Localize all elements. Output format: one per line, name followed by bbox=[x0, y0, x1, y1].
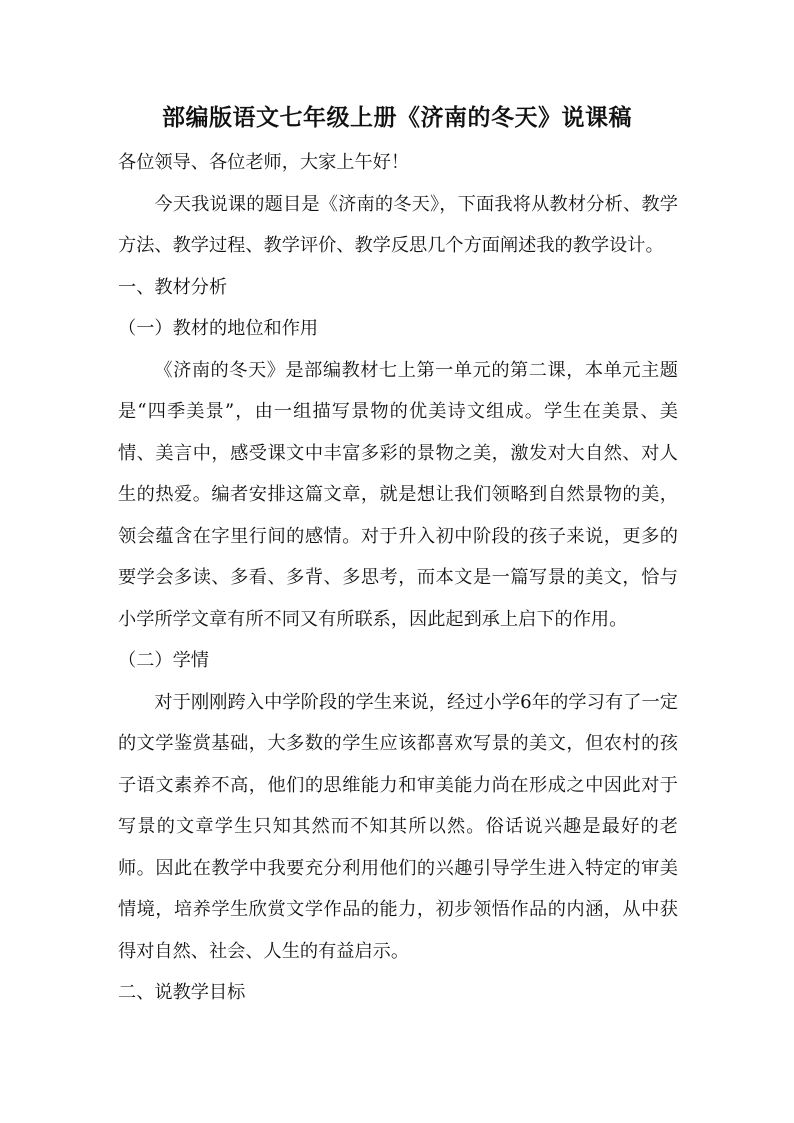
greeting-paragraph: 各位领导、各位老师，大家上午好！ bbox=[118, 152, 410, 173]
subsection-heading-student-situation: （二）学情 bbox=[118, 650, 209, 671]
intro-paragraph: 今天我说课的题目是《济南的冬天》，下面我将从教材分析、教学方法、教学过程、教学评价、教学反思几个方面阐述我的教学设计。 bbox=[118, 193, 678, 256]
section-heading-textbook-analysis: 一、教材分析 bbox=[118, 276, 228, 298]
section-heading-teaching-goals: 二、说教学目标 bbox=[118, 982, 246, 1003]
status-role-paragraph: 《济南的冬天》是部编教材七上第一单元的第二课，本单元主题是“四季美景”，由一组描写景物的优美诗文组成。学生在美景、美情、美言中，感受课文中丰富多彩的景物之美，激发对大自然、对人生的热爱。编者安排这篇文章，就是想让我们领略到自然景物的美，领会蕴含在字里行间的感情。对于升入初中阶段的孩子来说，更多的要学会多读、多看、多背、多思考，而本文是一篇写景的美文，恰与小学所学文章有所不同又有所联系，因此起到承上启下的作用。 bbox=[118, 359, 678, 630]
subsection-heading-status-role: （一）教材的地位和作用 bbox=[118, 318, 319, 339]
document-title: 部编版语文七年级上册《济南的冬天》说课稿 bbox=[162, 104, 632, 131]
student-situation-paragraph: 对于刚刚跨入中学阶段的学生来说，经过小学6年的学习有了一定的文学鉴赏基础，大多数的学生应该都喜欢写景的美文，但农村的孩子语文素养不高，他们的思维能力和审美能力尚在形成之中因此对于写景的文章学生只知其然而不知其所以然。俗话说兴趣是最好的老师。因此在教学中我要充分利用他们的兴趣引导学生进入特定的审美情境，培养学生欣赏文学作品的能力，初步领悟作品的内涵，从中获得对自然、社会、人生的有益启示。 bbox=[118, 691, 678, 962]
document-body bbox=[118, 142, 678, 1014]
